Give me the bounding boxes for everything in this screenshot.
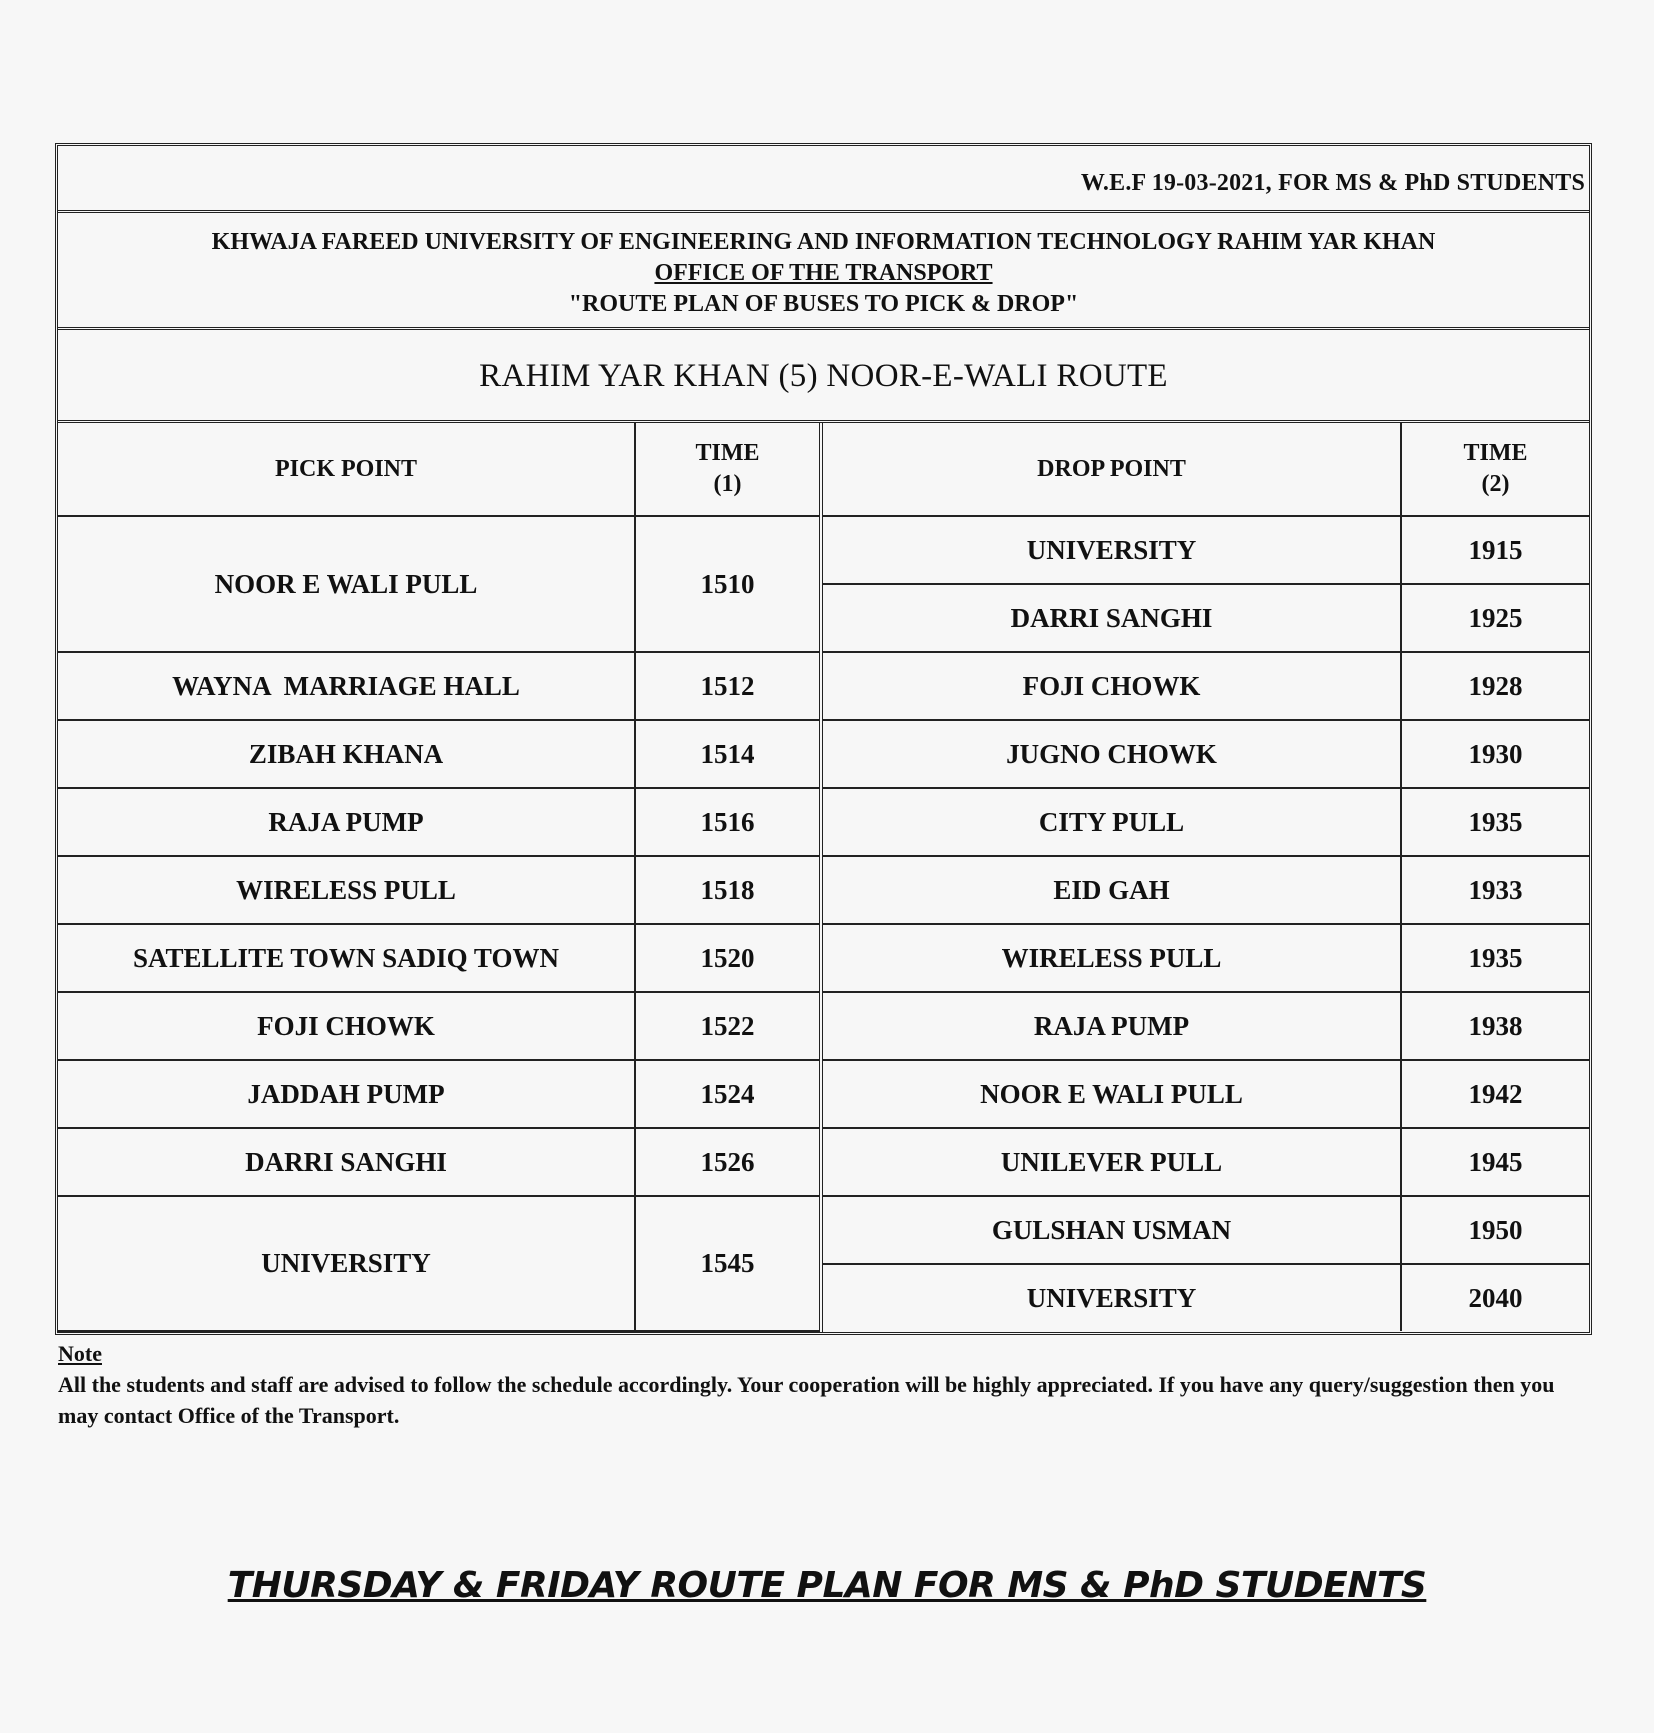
drop-time-cell: 1938	[1401, 992, 1589, 1060]
effective-date-line: W.E.F 19-03-2021, FOR MS & PhD STUDENTS	[58, 146, 1589, 213]
pick-time-cell: 1512	[635, 652, 821, 720]
pick-point-cell: RAJA PUMP	[58, 788, 635, 856]
drop-point-header: DROP POINT	[821, 423, 1401, 516]
document-header	[58, 213, 1589, 330]
drop-time-cell: 1928	[1401, 652, 1589, 720]
pick-point-cell: WAYNA MARRIAGE HALL	[58, 652, 635, 720]
note-title: Note	[58, 1341, 102, 1366]
pick-point-cell: NOOR E WALI PULL	[58, 516, 635, 652]
pick-point-cell: SATELLITE TOWN SADIQ TOWN	[58, 924, 635, 992]
time1-sub: (1)	[713, 471, 742, 497]
table-row	[58, 720, 1589, 788]
drop-time-cell: 1935	[1401, 924, 1589, 992]
pick-time-cell: 1516	[635, 788, 821, 856]
pick-point-header: PICK POINT	[58, 423, 635, 516]
drop-point-cell: CITY PULL	[821, 788, 1401, 856]
time2-sub: (2)	[1481, 471, 1510, 497]
table-row	[58, 516, 1589, 584]
pick-time-cell: 1545	[635, 1196, 821, 1331]
route-name: RAHIM YAR KHAN (5) NOOR-E-WALI ROUTE	[58, 330, 1589, 423]
time2-header	[1401, 423, 1589, 516]
drop-time-cell: 1945	[1401, 1128, 1589, 1196]
time2-label: TIME	[1463, 440, 1528, 466]
table-row	[58, 1060, 1589, 1128]
time1-header	[635, 423, 821, 516]
drop-point-cell: UNIVERSITY	[821, 516, 1401, 584]
drop-time-cell: 1933	[1401, 856, 1589, 924]
drop-point-cell: NOOR E WALI PULL	[821, 1060, 1401, 1128]
note-section	[58, 1338, 1558, 1431]
table-row	[58, 1128, 1589, 1196]
pick-time-cell: 1510	[635, 516, 821, 652]
drop-point-cell: EID GAH	[821, 856, 1401, 924]
note-text: All the students and staff are advised to follow the schedule accordingly. Your cooperation will be highly appreciated. If you have any query/suggestion then you may contact Office of the Transport.	[58, 1372, 1555, 1428]
drop-point-cell: JUGNO CHOWK	[821, 720, 1401, 788]
pick-point-cell: JADDAH PUMP	[58, 1060, 635, 1128]
drop-time-cell: 1935	[1401, 788, 1589, 856]
drop-point-cell: UNILEVER PULL	[821, 1128, 1401, 1196]
pick-point-cell: WIRELESS PULL	[58, 856, 635, 924]
table-header-row	[58, 423, 1589, 516]
university-name: KHWAJA FAREED UNIVERSITY OF ENGINEERING AND INFORMATION TECHNOLOGY RAHIM YAR KHAN	[211, 229, 1436, 255]
office-name: OFFICE OF THE TRANSPORT	[654, 260, 993, 286]
drop-time-cell: 1950	[1401, 1196, 1589, 1264]
table-row	[58, 856, 1589, 924]
pick-time-cell: 1526	[635, 1128, 821, 1196]
drop-time-cell: 1942	[1401, 1060, 1589, 1128]
drop-time-cell: 1915	[1401, 516, 1589, 584]
pick-time-cell: 1520	[635, 924, 821, 992]
pick-time-cell: 1522	[635, 992, 821, 1060]
drop-point-cell: WIRELESS PULL	[821, 924, 1401, 992]
pick-time-cell: 1524	[635, 1060, 821, 1128]
pick-point-cell: DARRI SANGHI	[58, 1128, 635, 1196]
footer-title: THURSDAY & FRIDAY ROUTE PLAN FOR MS & PhD STUDENTS	[227, 1565, 1427, 1606]
pick-point-cell: ZIBAH KHANA	[58, 720, 635, 788]
drop-point-cell: FOJI CHOWK	[821, 652, 1401, 720]
drop-point-cell: UNIVERSITY	[821, 1264, 1401, 1331]
pick-point-cell: UNIVERSITY	[58, 1196, 635, 1331]
drop-time-cell: 1930	[1401, 720, 1589, 788]
table-row	[58, 788, 1589, 856]
pick-point-cell: FOJI CHOWK	[58, 992, 635, 1060]
pick-time-cell: 1518	[635, 856, 821, 924]
route-plan-sheet	[55, 143, 1592, 1335]
drop-point-cell: GULSHAN USMAN	[821, 1196, 1401, 1264]
drop-point-cell: DARRI SANGHI	[821, 584, 1401, 652]
drop-time-cell: 2040	[1401, 1264, 1589, 1331]
pick-time-cell: 1514	[635, 720, 821, 788]
time1-label: TIME	[695, 440, 760, 466]
table-row	[58, 924, 1589, 992]
table-row	[58, 652, 1589, 720]
plan-title: "ROUTE PLAN OF BUSES TO PICK & DROP"	[568, 291, 1079, 317]
drop-point-cell: RAJA PUMP	[821, 992, 1401, 1060]
table-row	[58, 1196, 1589, 1264]
schedule-table	[58, 423, 1589, 1332]
table-row	[58, 992, 1589, 1060]
drop-time-cell: 1925	[1401, 584, 1589, 652]
